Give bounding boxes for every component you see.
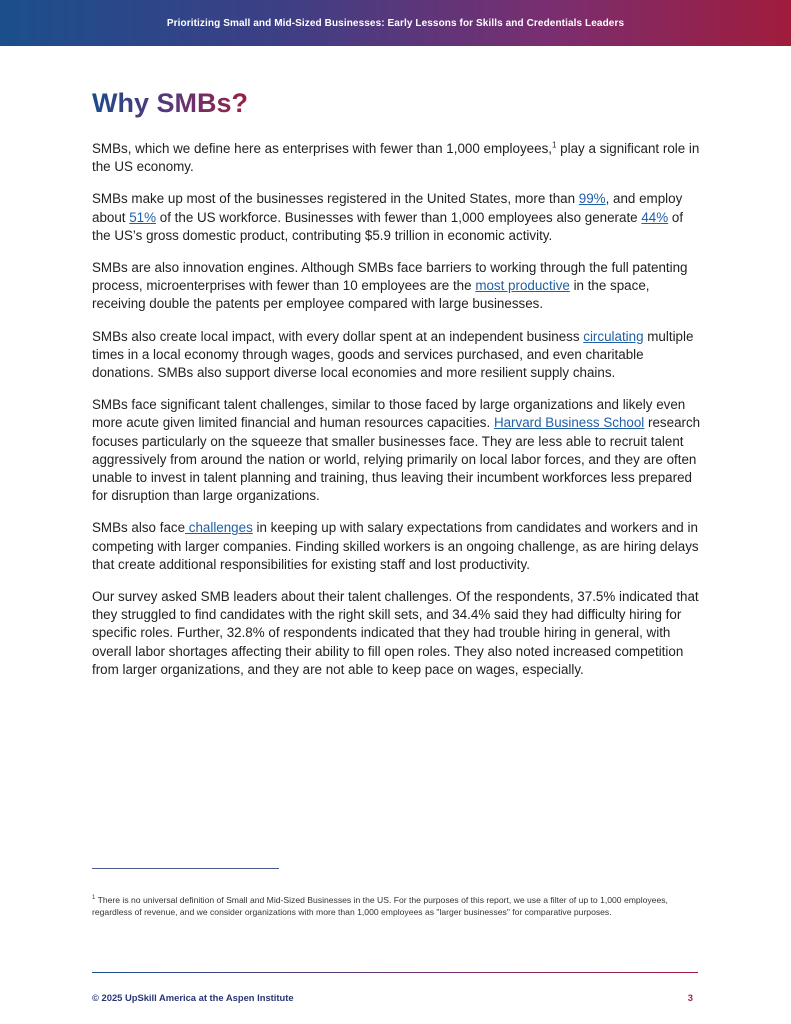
- text-span: SMBs are also innovation engines. Although SMBs face barriers to working through the full patenting process, microenterprises with fewer than 10 employees are the: [92, 260, 688, 294]
- text-span: play a significant role in the US economy.: [92, 141, 700, 175]
- footnote: [92, 894, 702, 918]
- link-44-percent[interactable]: 44%: [641, 209, 669, 225]
- text-span: SMBs also create local impact, with every dollar spent at an independent business: [92, 328, 584, 344]
- link-51-percent[interactable]: 51%: [129, 209, 157, 225]
- link-circulating[interactable]: circulating: [583, 328, 644, 344]
- paragraph-salary-challenges: [92, 519, 702, 574]
- footer-divider: [92, 972, 698, 973]
- footnote-ref[interactable]: 1: [551, 140, 557, 150]
- footer-copyright: © 2025 UpSkill America at the Aspen Institute: [92, 992, 294, 1003]
- document-title: Prioritizing Small and Mid-Sized Businesses: Early Lessons for Skills and Credentials Leaders: [166, 17, 625, 29]
- text-span: SMBs make up most of the businesses registered in the United States, more than: [92, 191, 579, 207]
- body-text: [92, 140, 702, 693]
- page-number: 3: [687, 992, 693, 1003]
- text-span: research focuses particularly on the squeeze that smaller businesses face. They are less able to recruit talent aggressively from around the nation or world, relying primarily on local labor forces, and they are often unable to invest in talent planning and training, thus leaving their incumbent workforces less prepared for disruption than large organizations.: [92, 415, 701, 504]
- paragraph-talent-challenges: [92, 396, 702, 505]
- text-span: SMBs, which we define here as enterprises with fewer than 1,000 employees,: [92, 141, 552, 156]
- text-span: SMBs face significant talent challenges, similar to those faced by large organizations and likely even more acute given limited financial and human resources capacities.: [92, 397, 686, 431]
- link-99-percent[interactable]: 99%: [578, 191, 606, 207]
- footnote-marker: 1: [92, 895, 96, 902]
- text-span: SMBs also face: [92, 520, 186, 536]
- text-span: in keeping up with salary expectations from candidates and workers and in competing with larger companies. Finding skilled workers is an ongoing challenge, as are hiring delays that create additional responsibilities for existing staff and lost productivity.: [92, 520, 699, 572]
- text-span: in the space, receiving double the patents per employee compared with large businesses.: [92, 278, 650, 312]
- link-most-productive[interactable]: most productive: [475, 278, 570, 294]
- link-harvard-business-school[interactable]: Harvard Business School: [493, 415, 645, 431]
- paragraph-smb-definition: [92, 140, 702, 176]
- text-span: , and employ about: [92, 191, 683, 225]
- link-challenges[interactable]: challenges: [185, 520, 253, 536]
- text-span: of the US’s gross domestic product, contributing $5.9 trillion in economic activity.: [92, 209, 684, 243]
- paragraph-innovation: [92, 259, 702, 314]
- text-span: multiple times in a local economy through wages, goods and services purchased, and even charitable donations. SMBs also support diverse local economies and more resilient supply chains.: [92, 328, 694, 381]
- header-band: [0, 0, 791, 46]
- paragraph-local-impact: [92, 328, 702, 383]
- paragraph-survey-results: Our survey asked SMB leaders about their talent challenges. Of the respondents, 37.5% indicated that they struggled to find candidates with the right skill sets, and 34.4% said they had difficulty hiring for specific roles. Further, 32.8% of respondents indicated that they had trouble hiring in general, with overall labor shortages affecting their ability to fill open roles. They also noted increased competition from larger organizations, and they are not able to keep pace on wages, especially.: [92, 589, 699, 677]
- footnote-divider: [92, 868, 279, 869]
- footnote-text: There is no universal definition of Small and Mid-Sized Businesses in the US. For the purposes of this report, we use a filter of up to 1,000 employees, regardless of revenue, and we consider organizations with more than 1,000 employees as "larger businesses" for comparative purposes.: [92, 895, 668, 918]
- paragraph-smb-share: [92, 190, 702, 245]
- text-span: of the US workforce. Businesses with fewer than 1,000 employees also generate: [156, 209, 642, 225]
- page-heading: Why SMBs?: [92, 88, 249, 118]
